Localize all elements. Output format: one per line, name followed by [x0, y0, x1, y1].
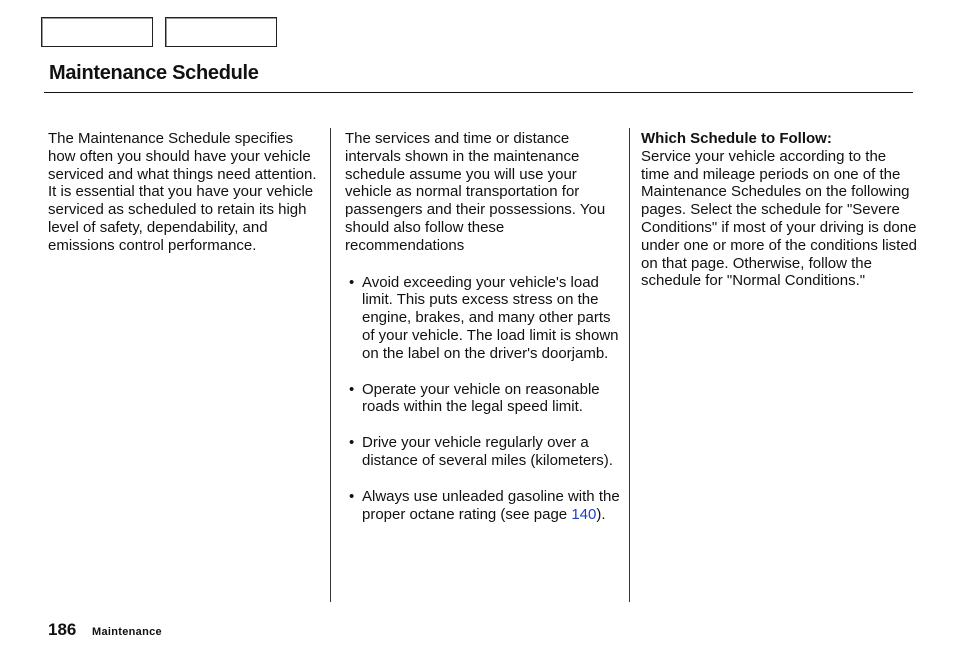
- list-item: [345, 381, 620, 417]
- list-item-closing: ).: [596, 505, 606, 523]
- intro-column: [48, 130, 324, 255]
- intro-paragraph: The Maintenance Schedule specifies how often you should have your vehicle serviced and what things need attention. It is essential that you have your vehicle serviced as scheduled to retain its high level of safety, dependability, and emissions control performance.: [48, 130, 317, 254]
- list-item: [345, 274, 620, 363]
- column-divider-left: [330, 128, 331, 602]
- page-title: Maintenance Schedule: [49, 62, 259, 84]
- footer-section-label: Maintenance: [92, 626, 162, 638]
- schedule-choice-column: [641, 130, 917, 290]
- list-item: [345, 488, 620, 524]
- list-item-text: Drive your vehicle regularly over a distance of several miles (kilometers).: [362, 434, 613, 469]
- list-item-text: Avoid exceeding your vehicle's load limit. This puts excess stress on the engine, brakes, and many other parts of your vehicle. The load limit is shown on the label on the driver's doorjamb.: [362, 273, 619, 362]
- list-item-text: Operate your vehicle on reasonable roads within the legal speed limit.: [362, 380, 600, 416]
- column-divider-right: [629, 128, 630, 602]
- bullet-icon: •: [349, 434, 355, 452]
- page-number: 186: [48, 620, 77, 639]
- recommendations-intro: The services and time or distance intervals shown in the maintenance schedule assume you will use your vehicle as normal transportation for passengers and their possessions. You should also follow these recommendations: [345, 130, 606, 254]
- recommendations-list: [345, 274, 620, 524]
- recommendations-column: [345, 130, 620, 541]
- page-140-link[interactable]: 140: [571, 505, 597, 523]
- next-page-button[interactable]: [165, 17, 277, 47]
- bullet-icon: •: [349, 487, 355, 505]
- bullet-icon: •: [349, 273, 355, 291]
- previous-page-button[interactable]: [41, 17, 153, 47]
- schedule-choice-paragraph: Service your vehicle according to the time and mileage periods on one of the Maintenance Schedules on the following pages. Select the schedule for "Severe Conditions" if most of your driving is done under one or more of the conditions listed on that page. Otherwise, follow the schedule for "Normal Conditions.": [641, 147, 917, 290]
- bullet-icon: •: [349, 380, 355, 398]
- title-divider: [44, 92, 913, 93]
- list-item: [345, 434, 620, 470]
- section-heading: Which Schedule to Follow:: [641, 130, 832, 147]
- list-item-text: Always use unleaded gasoline with the proper octane rating (see page: [362, 487, 620, 523]
